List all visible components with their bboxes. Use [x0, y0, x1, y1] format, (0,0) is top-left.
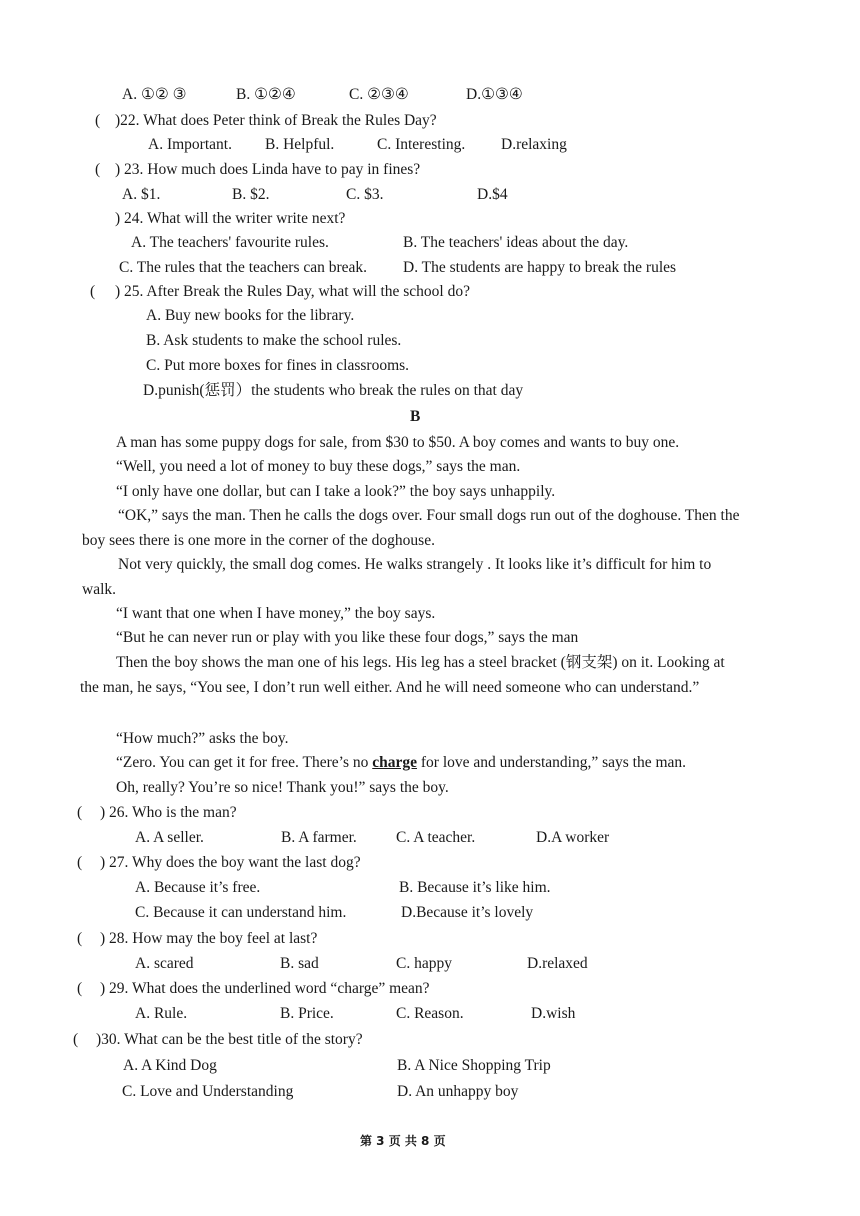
q29-option-a: A. Rule. — [135, 1005, 188, 1022]
passage-paragraph: “OK,” says the man. Then he calls the dogs over. Four small dogs run out of the doghouse. Then the boy sees there is one more in the corner of the doghouse. — [82, 507, 740, 549]
q23-paren: ( — [95, 161, 101, 178]
q24-option-d: D. The students are happy to break the rules — [403, 259, 677, 276]
q26-option-a: A. A seller. — [135, 829, 204, 846]
q25-option-c: C. Put more boxes for fines in classrooms. — [146, 357, 410, 374]
q22-question: )22. What does Peter think of Break the Rules Day? — [115, 112, 437, 129]
q22-paren: ( — [95, 112, 101, 129]
q22-option-a: A. Important. — [148, 136, 232, 153]
q30-option-c: C. Love and Understanding — [122, 1083, 294, 1100]
passage-text: “Zero. You can get it for free. There’s no — [116, 754, 373, 771]
q29-question: ) 29. What does the underlined word “charge” mean? — [100, 980, 430, 997]
q27-option-c: C. Because it can understand him. — [135, 904, 347, 921]
passage-paragraph: “Well, you need a lot of money to buy these dogs,” says the man. — [116, 458, 521, 475]
q24-option-b: B. The teachers' ideas about the day. — [403, 234, 629, 251]
passage-paragraph — [80, 751, 740, 776]
q28-question: ) 28. How may the boy feel at last? — [100, 930, 318, 947]
q25-paren: ( — [90, 283, 96, 300]
q25-option-a: A. Buy new books for the library. — [146, 307, 355, 324]
q25-question: ) 25. After Break the Rules Day, what will the school do? — [115, 283, 470, 300]
q28-option-c: C. happy — [396, 955, 452, 972]
q24-option-c: C. The rules that the teachers can break. — [119, 259, 368, 276]
q21-option-d: D.①③④ — [466, 86, 523, 103]
q28-option-d: D.relaxed — [527, 955, 588, 972]
q21-option-a: A. ①② ③ — [122, 86, 187, 103]
q25-option-b: B. Ask students to make the school rules. — [146, 332, 402, 349]
q27-question: ) 27. Why does the boy want the last dog? — [100, 854, 361, 871]
q22-option-b: B. Helpful. — [265, 136, 335, 153]
q30-option-a: A. A Kind Dog — [123, 1057, 217, 1074]
q29-option-b: B. Price. — [280, 1005, 334, 1022]
passage-paragraph: “But he can never run or play with you like these four dogs,” says the man — [116, 629, 579, 646]
q21-option-c: C. ②③④ — [349, 86, 409, 103]
passage-paragraph: Oh, really? You’re so nice! Thank you!” says the boy. — [116, 779, 449, 796]
passage-paragraph: A man has some puppy dogs for sale, from $30 to $50. A boy comes and wants to buy one. — [116, 434, 680, 451]
q23-option-a: A. $1. — [122, 186, 161, 203]
passage-paragraph: Then the boy shows the man one of his legs. His leg has a steel bracket (钢支架) on it. Looking at the man, he says, “You see, I don’t run well either. And he will need someone who can understand.” — [80, 654, 725, 696]
q26-option-c: C. A teacher. — [396, 829, 476, 846]
q30-paren: ( — [73, 1031, 79, 1048]
underlined-word: charge — [372, 754, 418, 771]
q23-option-d: D.$4 — [477, 186, 508, 203]
section-heading: B — [410, 408, 421, 425]
passage-paragraph: Not very quickly, the small dog comes. He walks strangely . It looks like it’s difficult for him to walk. — [82, 556, 712, 598]
q27-option-d: D.Because it’s lovely — [401, 904, 534, 921]
q26-option-d: D.A worker — [536, 829, 610, 846]
q27-paren: ( — [77, 854, 83, 871]
q23-question: ) 23. How much does Linda have to pay in fines? — [115, 161, 421, 178]
q29-option-c: C. Reason. — [396, 1005, 464, 1022]
q28-option-b: B. sad — [280, 955, 319, 972]
q27-option-a: A. Because it’s free. — [135, 879, 261, 896]
q29-paren: ( — [77, 980, 83, 997]
passage-paragraph: “I only have one dollar, but can I take a look?” the boy says unhappily. — [116, 483, 556, 500]
q27-option-b: B. Because it’s like him. — [399, 879, 551, 896]
passage-paragraph: “I want that one when I have money,” the boy says. — [116, 605, 436, 622]
q23-option-c: C. $3. — [346, 186, 384, 203]
q26-option-b: B. A farmer. — [281, 829, 357, 846]
q26-paren: ( — [77, 804, 83, 821]
q23-option-b: B. $2. — [232, 186, 270, 203]
q22-option-d: D.relaxing — [501, 136, 567, 153]
q30-option-d: D. An unhappy boy — [397, 1083, 519, 1100]
q28-paren: ( — [77, 930, 83, 947]
passage-text: for love and understanding,” says the man. — [417, 754, 687, 771]
q24-option-a: A. The teachers' favourite rules. — [131, 234, 329, 251]
q29-option-d: D.wish — [531, 1005, 576, 1022]
passage-paragraph: “How much?” asks the boy. — [116, 730, 289, 747]
q26-question: ) 26. Who is the man? — [100, 804, 237, 821]
page-number: 第 3 页 共 8 页 — [360, 1134, 446, 1148]
q28-option-a: A. scared — [135, 955, 194, 972]
q25-option-d: D.punish(惩罚）the students who break the rules on that day — [143, 382, 524, 399]
q24-question: ) 24. What will the writer write next? — [115, 210, 346, 227]
q21-option-b: B. ①②④ — [236, 86, 296, 103]
q30-option-b: B. A Nice Shopping Trip — [397, 1057, 551, 1074]
q22-option-c: C. Interesting. — [377, 136, 466, 153]
q30-question: )30. What can be the best title of the story? — [96, 1031, 363, 1048]
